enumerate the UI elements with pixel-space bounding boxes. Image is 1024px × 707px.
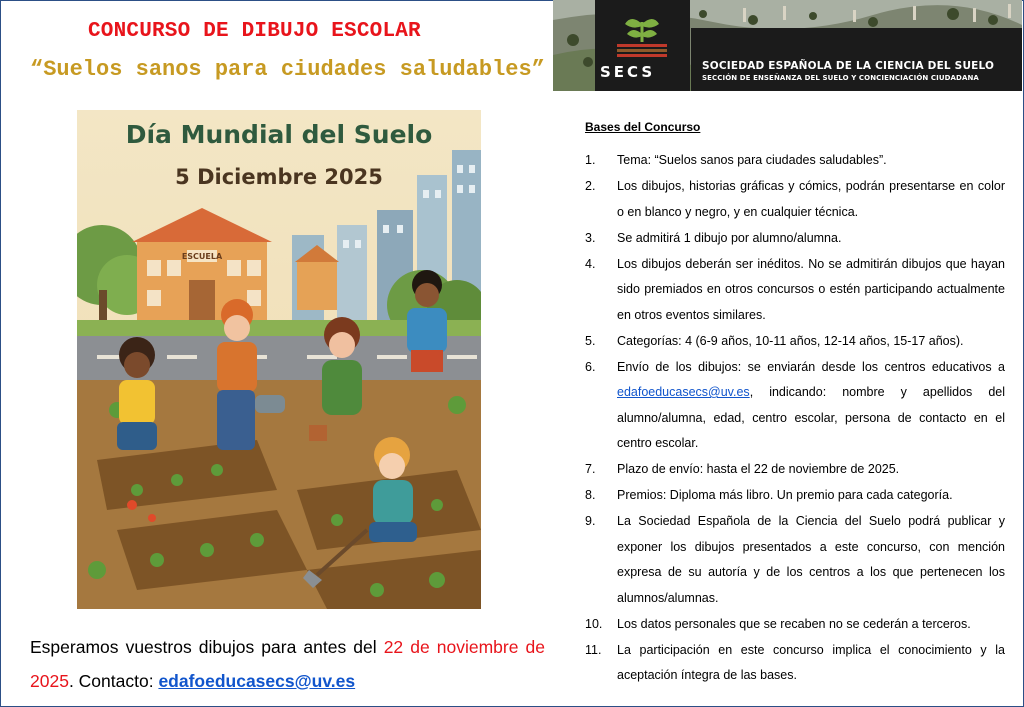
poster-date: 5 Diciembre 2025 (175, 165, 383, 189)
item-number: 8. (585, 488, 596, 502)
item-number: 11. (585, 642, 602, 657)
item-text-pre: Envío de los dibujos: se enviarán desde los centros educativos a (617, 359, 1005, 374)
bases-list (585, 148, 1005, 689)
list-item (585, 329, 1005, 355)
list-item (585, 174, 1005, 225)
item-number: 10. (585, 616, 603, 631)
item-text: Premios: Diploma más libro. Un premio para cada categoría. (617, 488, 953, 502)
item-text: Los datos personales que se recaben no se cederán a terceros. (617, 616, 971, 631)
list-item (585, 355, 1005, 457)
item-text: Los dibujos, historias gráficas y cómics, podrán presentarse en color o en blanco y negro, y en cualquier técnica. (617, 179, 1005, 219)
item-number: 5. (585, 333, 596, 348)
email-link[interactable]: edafoeducasecs@uv.es (617, 385, 750, 399)
footer-text-2: . Contacto: (68, 671, 159, 691)
poster-title: Día Mundial del Suelo (125, 120, 433, 149)
list-item (585, 483, 1005, 509)
poster-art (77, 110, 481, 609)
list-item (585, 612, 1005, 638)
item-text-post: , indicando: nombre y apellidos del alumno/alumna, edad, centro escolar, persona de contacto en el centro escolar. (617, 385, 1005, 450)
secs-banner (553, 0, 1022, 91)
footer-text-1: Esperamos vuestros dibujos para antes del (30, 637, 384, 657)
org-name: SOCIEDAD ESPAÑOLA DE LA CIENCIA DEL SUELO (702, 60, 995, 72)
footer-email-link[interactable]: edafoeducasecs@uv.es (158, 671, 356, 691)
list-item (585, 226, 1005, 252)
item-text: Se admitirá 1 dibujo por alumno/alumna. (617, 230, 842, 245)
school-sign: ESCUELA (181, 252, 223, 261)
item-number: 2. (585, 179, 596, 193)
item-number: 9. (585, 514, 596, 528)
item-number: 7. (585, 462, 596, 476)
logo-text: SECS (600, 63, 656, 81)
list-item (585, 252, 1005, 329)
item-number: 1. (585, 153, 596, 167)
item-text: Tema: “Suelos sanos para ciudades saludables”. (617, 153, 887, 167)
item-text: Plazo de envío: hasta el 22 de noviembre de 2025. (617, 462, 900, 476)
item-number: 6. (585, 359, 596, 374)
item-number: 3. (585, 230, 596, 245)
list-item (585, 638, 1005, 689)
list-item (585, 509, 1005, 611)
item-text: La Sociedad Española de la Ciencia del Suelo podrá publicar y exponer los dibujos presentados a este concurso, con mención expresa de su autoría y de los centros a los que pertenecen los alumnos/alumnas. (617, 514, 1005, 605)
list-item (585, 148, 1005, 174)
bases-title: Bases del Concurso (585, 120, 701, 134)
list-item (585, 457, 1005, 483)
contest-title: CONCURSO DE DIBUJO ESCOLAR (88, 20, 421, 43)
footer-message (30, 630, 545, 698)
footer-deadline: 22 de noviembre de 2025 (30, 637, 545, 691)
item-number: 4. (585, 256, 596, 271)
item-text: La participación en este concurso implica el conocimiento y la aceptación íntegra de las bases. (617, 642, 1005, 682)
poster-illustration (77, 110, 481, 609)
org-section: SECCIÓN DE ENSEÑANZA DEL SUELO Y CONCIENCIACIÓN CIUDADANA (702, 74, 979, 82)
contest-subtitle: “Suelos sanos para ciudades saludables” (30, 57, 545, 82)
item-text: Los dibujos deberán ser inéditos. No se admitirán dibujos que hayan sido premiados en otros concursos o estén participando actualmente en otros eventos similares. (617, 256, 1005, 322)
item-text: Categorías: 4 (6-9 años, 10-11 años, 12-14 años, 15-17 años). (617, 333, 964, 348)
